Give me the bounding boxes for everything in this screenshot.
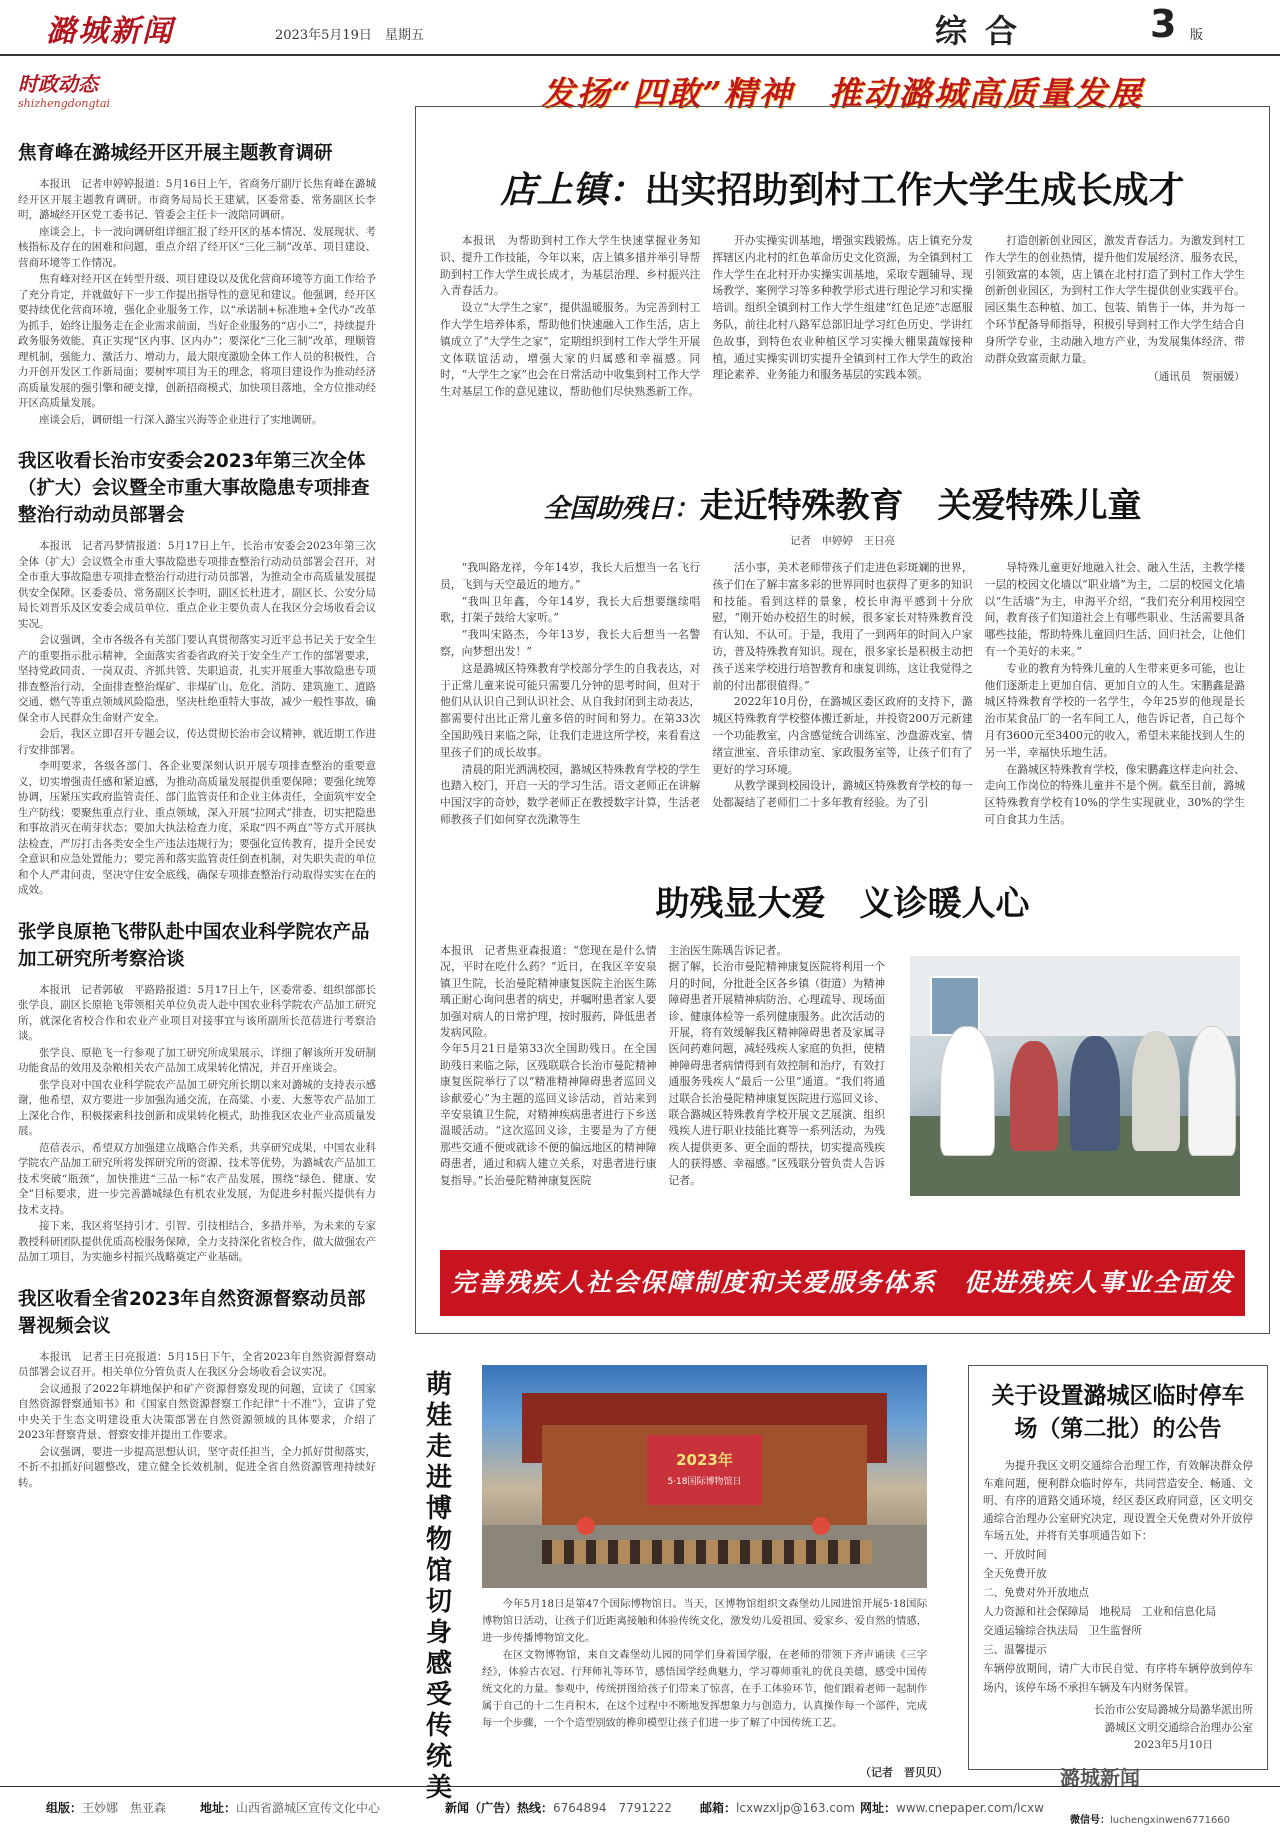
news-article-title: 张学良原艳飞带队赴中国农业科学院农产品加工研究所考察洽谈 xyxy=(18,921,370,970)
article-disability-body xyxy=(440,560,1245,829)
footer-web-link[interactable]: www.cnepaper.com/lcxw xyxy=(896,1801,1044,1815)
footer-email-label: 邮箱： xyxy=(700,1801,737,1815)
article-disability-title xyxy=(440,478,1245,527)
article-paragraph: 专业的教育为特殊儿童的人生带来更多可能，也让他们逐渐走上更加自信、更加自立的人生。宋鹏鑫是潞城区特殊教育学校的一名学生，今年25岁的他现是长治市某食品厂的一名车间工人，他告诉记者，自己每个月有3600元至3400元的收入，希望未来能找到人生的另一半，幸福快乐地生活。 xyxy=(984,661,1245,759)
article-paragraph: 从教学课到校园设计，潞城区特殊教育学校的每一处都凝结了老师们二十多年教育经验。为了引 xyxy=(712,779,973,810)
news-article xyxy=(18,919,376,1266)
column-heading: 时政动态 xyxy=(18,72,98,96)
news-article-paragraph: 本报讯 记者申婷婷报道：5月16日上午，省商务厅副厅长焦育峰在潞城经开区开展主题教育调研。市商务局局长王建斌，区委常委、常务副区长李明，潞城经开区党工委书记、管委会主任卡一波陪同调研。 xyxy=(18,178,376,221)
parking-notice-item: 三、温馨提示 xyxy=(983,1643,1047,1656)
clinic-photo-person xyxy=(1070,1036,1120,1151)
parking-notice-item: 车辆停放期间，请广大市民自觉、有序将车辆停放到停车场内，该停车场不承担车辆及车内财务保管。 xyxy=(983,1662,1253,1694)
footer-email xyxy=(700,1799,855,1816)
news-article-paragraph: 会议强调，要进一步提高思想认识，坚守责任担当，全力抓好贯彻落实，不折不扣抓好问题整改，建立健全长效机制，促进全省自然资源管理持续好转。 xyxy=(18,1445,376,1489)
footer xyxy=(0,1786,1280,1840)
parking-notice-item: 一、开放时间 xyxy=(983,1548,1047,1561)
article-clinic-title: 助残显大爱 义诊暖人心 xyxy=(655,884,1030,924)
article-disability-col3 xyxy=(985,560,1245,829)
news-article-paragraph: 焦育峰对经开区在转型升级、项目建设以及优化营商环境等方面工作给予了充分肯定，并就做好下一步工作提出指导性的意见和建议。他强调，经开区要持续优化营商环境，强化企业服务工作，以“承诺制+标准地+全代办”改革为抓手，始终让服务走在企业需求前面，当好企业服务的“店小二”，持续提升政务服务效能，真正实现“区内事、区内办”；要深化“三化三制”改革，理顺管理机制，强能力、激活力、增动力，最大限度激励全体工作人员的积极性，合力开创开发区工作新局面；要树牢项目为王的理念，将项目建设作为推动经济高质量发展的强引擎和硬支撑，创新招商模式，加快项目落地，全方位推动经开区高质量发展。 xyxy=(18,273,376,409)
footer-editor xyxy=(46,1799,166,1816)
news-article-paragraph: 本报讯 记者郭敏 平路路报道：5月17日上午，区委常委、组织部部长张学良，副区长原艳飞带领相关单位负责人赴中国农业科学院农产品加工研究所，就深化省校合作和农业产业项目对接事宜与该所副所长范蓓进行考察洽谈。 xyxy=(18,983,376,1042)
parking-notice-item: 二、免费对外开放地点 xyxy=(983,1586,1089,1599)
museum-vertical-title: 萌娃走进博物馆 切身感受传统美 xyxy=(425,1370,479,1803)
article-paragraph: 这是潞城区特殊教育学校部分学生的自我表达，对于正常儿童来说可能只需要几分钟的思考时间，但对于他们从认识自己到认识社会、从自我封闭到主动表达，都需要付出比正常儿童多倍的时间和努力。在第33次全国助残日来临之际，让我们走进这所学校，来看看这里孩子们的成长故事。 xyxy=(440,661,701,759)
article-clinic-col2 xyxy=(669,943,886,1189)
left-articles xyxy=(18,140,376,1491)
footer-wechat-label: 微信号： xyxy=(1070,1815,1110,1826)
parking-notice-signature2: 潞城区文明交通综合治理办公室 xyxy=(1104,1721,1253,1734)
news-article xyxy=(18,448,376,899)
museum-photo-children xyxy=(542,1540,872,1564)
news-article-title: 我区收看长治市安委会2023年第三次全体（扩大）会议暨全市重大事故隐患专项排查整治行动动员部署会 xyxy=(18,451,370,526)
article-paragraph: 本报讯 记者焦亚森报道：“您现在是什么情况，平时在吃什么药？”近日，在我区辛安泉镇卫生院，长治曼陀精神康复医院主治医生陈瑀正耐心询问患者的病史，并嘱咐患者家人要加强对病人的日常护理，按时服药，降低患者发病风险。 xyxy=(440,944,657,1040)
parking-notice xyxy=(968,1365,1268,1770)
left-news-column xyxy=(18,68,376,1773)
parking-notice-signature1: 长治市公安局潞城分局潞华派出所 xyxy=(1094,1703,1253,1716)
footer-web-label: 网址： xyxy=(860,1801,897,1815)
museum-photo-lantern xyxy=(812,1517,830,1535)
article-paragraph: 今年5月18日是第47个国际博物馆日。当天，区博物馆组织文森堡幼儿园进馆开展5·18国际博物馆日活动，让孩子们近距离接触和体验传统文化，激发幼儿爱祖国、爱家乡、爱自然的情感，进一步传播博物馆文化。 xyxy=(482,1598,927,1644)
masthead xyxy=(0,0,1280,56)
article-paragraph: 在潞城区特殊教育学校，像宋鹏鑫这样走向社会、走向工作岗位的特殊儿童并不是个例。截至目前，潞城区特殊教育学校有10%的学生实现就业，30%的学生可自食其力生活。 xyxy=(984,762,1245,826)
footer-editor-label: 组版： xyxy=(46,1801,83,1815)
news-article-paragraph: 本报讯 记者冯梦情报道：5月17日上午，长治市安委会2023年第三次全体（扩大）会议暨全市重大事故隐患专项排查整治行动动员部署会召开，对全市重大事故隐患专项排查整治行动进行动员部署，为推动全市高质量发展提供安全保障。区委委员、常务副区长李明，副区长杜进才，副区长、公安分局局长刘晋乐及区安委会成员单位、重点企业主要负责人在我区分会场收看会议实况。 xyxy=(18,540,376,630)
footer-editor-value: 王妙娜 焦亚森 xyxy=(82,1801,167,1815)
footer-hotline-label: 新闻（广告）热线： xyxy=(445,1801,554,1815)
article-paragraph: 开办实操实训基地，增强实践锻炼。店上镇充分发挥辖区内北村的红色革命历史文化资源，为全镇到村工作大学生在北村开办实操实训基地，采取专题辅导、现场教学、案例学习等多种教学形式进行理论学习和实操培训。组织全镇到村工作大学生组建“红色足迹”志愿服务队，前往北村八路军总部旧址学习红色历史、学讲红色故事，到特色农业种植区学习实操大棚果蔬嫁接种植，通过实操实训切实提升全镇到村工作大学生的政治理论素养、业务能力和服务基层的实践本领。 xyxy=(712,234,973,382)
parking-notice-item: 全天免费开放 xyxy=(983,1567,1047,1580)
news-article-paragraph: 李明要求，各级各部门、各企业要深刻认识开展专项排查整治的重要意义，切实增强责任感和紧迫感，为推动高质量发展提供重要保障；要强化统筹协调，压紧压实政府监管责任、部门监管责任和企业主体责任，全面筑牢安全生产防线；要聚焦重点行业、重点领域，深入开展“拉网式”排查，切实把隐患和事故消灭在萌芽状态；要加大执法检查力度，采取“四不两直”等方式开展执法检查，严厉打击各类安全生产违法违规行为；要强化宣传教育，提升全民安全意识和应急处置能力；要完善和落实监管责任倒查机制，对失职失责的单位和个人严肃问责，坚决守住安全底线，确保专项排查整治行动取得实实在在的成效。 xyxy=(18,760,376,896)
banner-text: 发扬“四敢”精神 推动潞城高质量发展 xyxy=(541,74,1144,113)
parking-notice-item: 交通运输综合执法局 卫生监督所 xyxy=(983,1624,1142,1637)
article-paragraph: 2022年10月份，在潞城区委区政府的支持下，潞城区特殊教育学校整体搬迁新址，并投资200万元新建一个功能教室，内含感觉统合训练室、沙盘游戏室、情绪宣泄室、音乐律动室、家政服务室等，让孩子们有了更好的学习环境。 xyxy=(712,695,973,776)
news-article-paragraph: 会议强调，全市各级各有关部门要认真贯彻落实习近平总书记关于安全生产的重要指示批示精神，全面落实省委省政府关于安全生产工作的部署要求，坚持党政同责、一岗双责、齐抓共管、失职追责，扎实开展重大事故隐患专项排查整治行动，全面排查整治煤矿、非煤矿山、危化、消防、建筑施工、道路交通、燃气等重点领域风险隐患，坚决杜绝重特大事故，减少一般性事故，确保全市人民群众生命财产安全。 xyxy=(18,634,376,724)
article-dianshang xyxy=(440,162,1245,401)
article-dianshang-col3 xyxy=(985,233,1245,401)
museum-photo-banner-subline: 5·18国际博物馆日 xyxy=(667,1477,742,1487)
article-paragraph: 清晨的阳光洒满校园，潞城区特殊教育学校的学生也踏入校门，开启一天的学习生活。语文老师正在讲解中国汉字的奇妙，数学老师正在教授数字计算，生活老师教孩子们如何穿衣洗漱等生 xyxy=(440,762,701,826)
news-article-paragraph: 会议通报了2022年耕地保护和矿产资源督察发现的问题，宣读了《国家自然资源督察通知书》和《国家自然资源督察工作纪律“十不准”》，宣讲了党中央关于生态文明建设重大决策部署在自然资源领域的具体要求，介绍了2023年督察背景、督察安排并提出工作要求。 xyxy=(18,1382,376,1441)
slogan-text: 完善残疾人社会保障制度和关爱服务体系 促进残疾人事业全面发展 xyxy=(450,1268,1234,1363)
news-article-paragraph: 本报讯 记者王日亮报道：5月15日下午，全省2023年自然资源督察动员部署会议召开。相关单位分管负责人在我区分会场收看会议实况。 xyxy=(18,1350,376,1378)
article-dianshang-col1 xyxy=(440,233,700,401)
parking-notice-body xyxy=(983,1458,1253,1755)
news-article xyxy=(18,140,376,428)
news-article-title: 焦育峰在潞城经开区开展主题教育调研 xyxy=(18,143,333,164)
footer-address xyxy=(200,1799,380,1816)
article-paragraph: 设立“大学生之家”，提供温暖服务。为完善到村工作大学生培养体系，帮助他们快速融入工作生活，店上镇成立了“大学生之家”，定期组织到村工作大学生开展文体联谊活动，增强大家的归属感和幸福感。同时，“大学生之家”也会在日常活动中收集到村工作大学生对基层工作的意见建议，帮助他们尽快熟悉新工作。 xyxy=(440,301,701,399)
article-disability-col1 xyxy=(440,560,700,829)
clinic-photo-person xyxy=(1132,1031,1180,1151)
footer-address-value: 山西省潞城区宣传文化中心 xyxy=(236,1801,381,1815)
news-article-paragraph: 接下来，我区将坚持引才、引智、引技相结合，多措并举，为未来的专家教授科研团队提供优质高校服务保障，全力支持深化省校合作，做大做强农产品加工项目，为实施乡村振兴战略奠定产业基础。 xyxy=(18,1220,376,1263)
article-dianshang-credit: （通讯员 贺丽媛） xyxy=(1147,370,1245,384)
museum-photo xyxy=(482,1365,927,1588)
news-article-paragraph: 张学良对中国农业科学院农产品加工研究所长期以来对潞城的支持表示感谢，他希望，双方要进一步加强沟通交流，在高粱、小麦、大葱等农产品加工上深化合作，积极探索科技创新和成果转化模式，助推我区农业产业高质量发展。 xyxy=(18,1078,376,1137)
news-article-paragraph: 座谈会后，调研组一行深入潞宝兴海等企业进行了实地调研。 xyxy=(39,413,323,426)
news-article-paragraph: 范蓓表示，希望双方加强建立战略合作关系，共享研究成果，中国农业科学院农产品加工研究所将发挥研究所的资源、技术等优势，为潞城农产品加工技术突破“瓶颈”，加快推进“三品一标”农产品发展，围绕“绿色、健康、安全”目标要求，进一步完善潞城绿色有机农业发展，为促进乡村振兴提供有力技术支持。 xyxy=(18,1141,376,1216)
parking-notice-title: 关于设置潞城区临时停车场（第二批）的公告 xyxy=(991,1383,1245,1442)
news-article-paragraph: 会后，我区立即召开专题会议，传达贯彻长治市会议精神，就近期工作进行安排部署。 xyxy=(18,728,376,756)
parking-notice-item: 人力资源和社会保障局 地税局 工业和信息化局 xyxy=(983,1605,1217,1618)
article-paragraph: “我叫宋路杰，今年13岁，我长大后想当一名警察，向梦想出发！” xyxy=(440,628,701,658)
footer-wechat xyxy=(1070,1811,1230,1826)
article-disability-byline: 记者 申婷婷 王日亮 xyxy=(790,535,895,547)
article-clinic-col1 xyxy=(440,943,657,1189)
news-article-paragraph: 张学良、原艳飞一行参观了加工研究所成果展示，详细了解该所开发研制功能食品的效用及杂粮相关农产品加工成果转化情况，并召开座谈会。 xyxy=(18,1046,376,1074)
article-dianshang-title xyxy=(440,162,1245,213)
article-dianshang-body xyxy=(440,233,1245,401)
news-article xyxy=(18,1286,376,1492)
slogan-bar xyxy=(440,1250,1245,1363)
museum-photo-banner-headline: 2023年 xyxy=(676,1451,733,1469)
clinic-photo xyxy=(910,956,1240,1196)
wechat-logo: 潞城新闻 xyxy=(1060,1766,1140,1790)
article-dianshang-prefix: 店上镇： xyxy=(500,169,645,211)
article-paragraph: 导特殊儿童更好地融入社会、融入生活，主教学楼一层的校园文化墙以“职业墙”为主，二层的校园文化墙以“生活墙”为主，申海平介绍，“我们充分利用校园空间，教育孩子们知道社会上有哪些职业、生活需要具备哪些技能，帮助特殊儿童回归生活、回归社会，让他们有一个美好的未来。” xyxy=(984,561,1245,658)
article-disability-prefix: 全国助残日： xyxy=(543,494,700,524)
article-paragraph: 据了解，长治市曼陀精神康复医院将利用一个月的时间，分批赴全区各乡镇（街道）为精神障碍患者开展精神病防治、心理疏导、现场面诊、健康体检等一系列健康服务。此次活动的开展，将有效缓解我区精神障碍患者及家属寻医问药难问题，减轻残疾人家庭的负担，使精神障碍患者病情得到有效控制和治疗，有效打通服务残疾人“最后一公里”通道。“我们将通过联合长治曼陀精神康复医院进行巡回义诊、联合潞城区特殊教育学校开展文艺展演、组织残疾人进行职业技能比赛等一系列活动，为残疾人提供更多、更全面的帮扶，切实提高残疾人的获得感、幸福感。”区残联分管负责人告诉记者。 xyxy=(668,960,885,1187)
clinic-photo-doctor xyxy=(940,1026,995,1156)
column-heading-pinyin: shizhengdongtai xyxy=(18,97,111,110)
parking-notice-date: 2023年5月10日 xyxy=(1134,1739,1213,1752)
article-paragraph: “我叫路龙祥，今年14岁，我长大后想当一名飞行员，飞到与天空最近的地方。” xyxy=(440,561,701,591)
article-dianshang-col2 xyxy=(712,233,972,401)
footer-hotline-value: 6764894 7791222 xyxy=(553,1801,672,1815)
article-paragraph: 打造创新创业园区，激发青春活力。为激发到村工作大学生的创业热情，提升他们发展经济、服务农民，引领致富的本领，店上镇在北村打造了到村工作大学生创新创业园区，为到村工作大学生提供创业实践平台。园区集生态种植、加工、包装、销售于一体，并为每一个环节配备导师指导，积极引导到村工作大学生结合自身所学专业，主动融入地方产业，为发展集体经济、带动群众致富贡献力量。 xyxy=(984,234,1245,365)
section-name: 综合 xyxy=(935,12,1036,50)
footer-web xyxy=(860,1799,1044,1816)
news-article-body xyxy=(18,1350,376,1492)
parking-notice-intro: 为提升我区文明交通综合治理工作，有效解决群众停车难问题，便利群众临时停车，共同营造安全、畅通、文明、有序的道路交通环境，经区委区政府同意，区文明交通综合治理办公室研究决定，现设置全天免费对外开放停车场五处，并将有关事项通告如下： xyxy=(983,1460,1253,1543)
page-number: 3 xyxy=(1150,2,1177,46)
museum-photo-banner xyxy=(647,1435,762,1505)
article-dianshang-headline: 出实招助到村工作大学生成长成才 xyxy=(644,170,1185,211)
news-article-title: 我区收看全省2023年自然资源督察动员部署视频会议 xyxy=(18,1288,366,1337)
article-disability-headline: 走近特殊教育 关爱特殊儿童 xyxy=(699,486,1142,526)
clinic-photo-person xyxy=(1010,1041,1058,1151)
article-paragraph: 本报讯 为帮助到村工作大学生快速掌握业务知识、提升工作技能，今年以来，店上镇多措并举引导帮助到村工作大学生成长成才，为基层治理、乡村振兴注入青春活力。 xyxy=(440,234,701,298)
clinic-photo-doctor xyxy=(1188,1026,1236,1156)
article-paragraph: 今年5月21日是第33次全国助残日。在全国助残日来临之际，区残联联合长治市曼陀精神康复医院举行了以“精准精神障碍患者巡回义诊献爱心”为主题的巡回义诊活动，首站来到辛安泉镇卫生院，对精神疾病患者进行下乡送温暖活动。“这次巡回义诊，主要是为了方便那些交通不便或就诊不便的偏远地区的精神障碍患者，通过和病人建立关系，对患者进行康复指导。”长治曼陀精神康复医院 xyxy=(440,1042,657,1187)
newspaper-logo: 潞城新闻 xyxy=(46,14,174,49)
article-disability-day xyxy=(440,478,1245,829)
footer-hotline xyxy=(445,1799,672,1816)
issue-date: 2023年5月19日 星期五 xyxy=(275,28,424,43)
news-article-body xyxy=(18,539,376,899)
article-clinic-body xyxy=(440,943,885,1189)
footer-address-label: 地址： xyxy=(200,1801,237,1815)
news-article-paragraph: 座谈会上，卡一波向调研组详细汇报了经开区的基本情况、发展现状、考核指标及存在的困难和问题，重点介绍了经开区“三化三制”改革、项目建设、营商环境等工作情况。 xyxy=(18,225,376,269)
article-disability-col2 xyxy=(712,560,972,829)
article-paragraph: 活小事，美术老师带孩子们走进色彩斑斓的世界，孩子们在了解丰富多彩的世界同时也获得了更多的知识和技能。看到这样的景象，校长申海平感到十分欣慰，“刚开始办校招生的时候，很多家长对特殊教育没有认知、不认可。于是，我用了一到两年的时间入户家访，普及特殊教育知识。现在，很多家长是积极主动把孩子送来学校进行培智教育和康复训练，这让我觉得之前的付出都很值得。” xyxy=(712,561,973,692)
museum-credit: （记者 晋贝贝） xyxy=(860,1766,948,1779)
museum-photo-lantern xyxy=(577,1517,595,1535)
article-paragraph: “我叫卫年鑫，今年14岁，我长大后想要继续唱歌，打架子鼓给大家听。” xyxy=(440,594,701,625)
article-paragraph: 主治医生陈瑀告诉记者。 xyxy=(668,944,788,957)
news-article-body xyxy=(18,983,376,1266)
footer-email-value[interactable]: lcxwzxljp@163.com xyxy=(736,1801,855,1815)
museum-caption xyxy=(482,1596,927,1732)
column-heading-block xyxy=(18,68,376,110)
article-dianshang-col3-text xyxy=(985,233,1245,367)
parking-notice-items xyxy=(983,1546,1253,1698)
page-unit: 版 xyxy=(1190,28,1204,43)
article-paragraph: 在区文物博物馆，来自文森堡幼儿园的同学们身着国学服，在老师的带领下齐声诵读《三字经》，体验古衣冠、行拜师礼等环节，感悟国学经典魅力，学习尊师重礼的优良美德，感受中国传统文化的力量。参观中，传统拼图给孩子们带来了惊喜，在手工体验环节，他们跟着老师一起制作属于自己的十二生肖积木，在这个过程中不断地发挥想象力与创造力，认真操作每一个部件，完成每一个步骤，一个个造型别致的榫卯模型让孩子们进一步了解了中国传统工艺。 xyxy=(482,1649,927,1729)
news-article-body xyxy=(18,177,376,428)
footer-wechat-value: luchengxinwen6771660 xyxy=(1110,1815,1231,1826)
